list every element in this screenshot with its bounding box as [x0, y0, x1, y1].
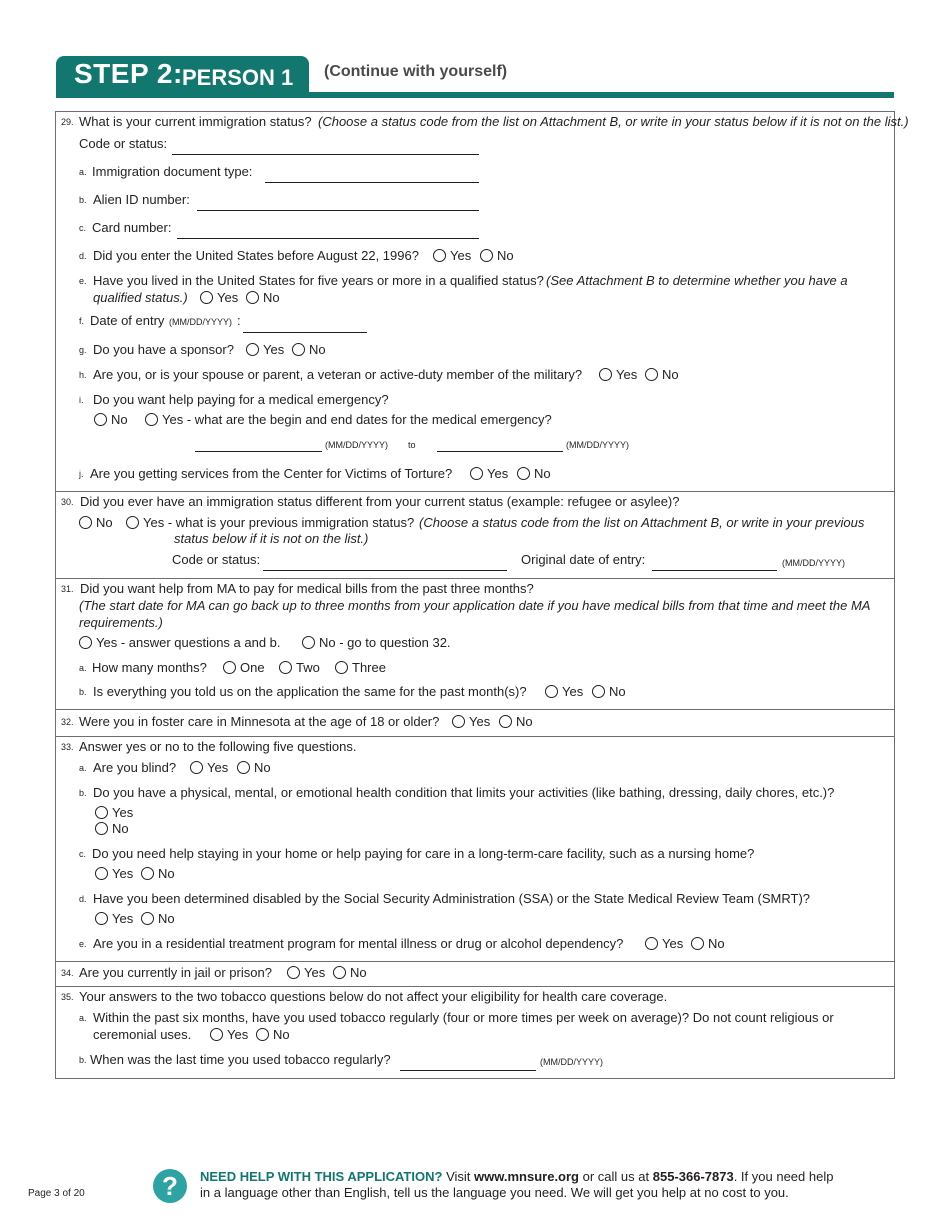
q33d-yes-label: Yes: [112, 911, 134, 926]
q34-no-radio[interactable]: [333, 966, 346, 979]
q31b-no-label: No: [609, 684, 626, 699]
q29h-yes-radio[interactable]: [599, 368, 612, 381]
q33d-letter: d.: [79, 894, 87, 904]
header-rule: [56, 92, 894, 98]
divider-33: [56, 736, 894, 737]
q33d-no-label: No: [158, 911, 175, 926]
divider-30: [56, 491, 894, 492]
q29-note: (Choose a status code from the list on Attachment B, or write in your status below if it is not on the list.): [318, 114, 909, 129]
q29g-no-label: No: [309, 342, 326, 357]
q35a-no-label: No: [273, 1027, 290, 1042]
q29g-letter: g.: [79, 345, 87, 355]
q35a-letter: a.: [79, 1013, 87, 1023]
q31-no-radio[interactable]: [302, 636, 315, 649]
q29i-no-label: No: [111, 412, 128, 427]
tobacco-date-input[interactable]: [400, 1070, 536, 1071]
q30-orig-label: Original date of entry:: [521, 552, 646, 567]
emergency-begin-format: (MM/DD/YYYY): [325, 440, 388, 450]
card-number-input[interactable]: [177, 238, 479, 239]
divider-35: [56, 986, 894, 987]
step-label: STEP 2:: [74, 58, 183, 89]
q31a-label: How many months?: [92, 660, 207, 675]
q33a-no-radio[interactable]: [237, 761, 250, 774]
q32-no-label: No: [516, 714, 533, 729]
q33a-no-label: No: [254, 760, 271, 775]
footer-rest: . If you need help: [733, 1169, 834, 1184]
q29i-label: Do you want help paying for a medical emergency?: [93, 392, 389, 407]
q29a-letter: a.: [79, 167, 87, 177]
q30-format: (MM/DD/YYYY): [782, 558, 845, 568]
q33b-letter: b.: [79, 788, 87, 798]
q29f-letter: f.: [79, 316, 85, 326]
q31a-one-label: One: [240, 660, 265, 675]
q33c-no-label: No: [158, 866, 175, 881]
q29d-letter: d.: [79, 251, 87, 261]
q34-text: Are you currently in jail or prison?: [79, 965, 272, 980]
q29d-yes-radio[interactable]: [433, 249, 446, 262]
q33e-yes-radio[interactable]: [645, 937, 658, 950]
q34-yes-label: Yes: [304, 965, 326, 980]
q31b-label: Is everything you told us on the application the same for the past month(s)?: [93, 684, 527, 699]
q31-number: 31.: [61, 584, 74, 594]
q29b-letter: b.: [79, 195, 87, 205]
step-tab: [56, 56, 309, 96]
q31a-two-radio[interactable]: [279, 661, 292, 674]
q29g-label: Do you have a sponsor?: [93, 342, 234, 357]
q30-orig-date-input[interactable]: [652, 570, 777, 571]
q31b-yes-label: Yes: [562, 684, 584, 699]
q35a-yes-radio[interactable]: [210, 1028, 223, 1041]
q29i-letter: i.: [79, 395, 84, 405]
emergency-begin-input[interactable]: [195, 451, 322, 452]
q33e-label: Are you in a residential treatment program for mental illness or drug or alcohol dependency?: [93, 936, 624, 951]
q29j-yes-radio[interactable]: [470, 467, 483, 480]
q29j-label: Are you getting services from the Center for Victims of Torture?: [90, 466, 453, 481]
q33b-no-radio[interactable]: [95, 822, 108, 835]
q33c-yes-label: Yes: [112, 866, 134, 881]
footer-need-help: NEED HELP WITH THIS APPLICATION?: [200, 1169, 443, 1184]
q29e-yes-radio[interactable]: [200, 291, 213, 304]
q35b-label: When was the last time you used tobacco regularly?: [90, 1052, 391, 1067]
q29e-letter: e.: [79, 276, 87, 286]
q34-yes-radio[interactable]: [287, 966, 300, 979]
q33a-yes-label: Yes: [207, 760, 229, 775]
q29d-yes-label: Yes: [450, 248, 472, 263]
q30-no-label: No: [96, 515, 113, 530]
q30-text: Did you ever have an immigration status different from your current status (example: refugee or asylee)?: [80, 494, 680, 509]
q34-number: 34.: [61, 968, 74, 978]
q29f-label: Date of entry: [90, 313, 165, 328]
q29e-label: Have you lived in the United States for five years or more in a qualified status?: [93, 273, 544, 288]
emergency-to: to: [408, 440, 416, 450]
q29c-label: Card number:: [92, 220, 172, 235]
q31-no-label: No - go to question 32.: [319, 635, 451, 650]
q29-code-input[interactable]: [172, 154, 479, 155]
q35b-format: (MM/DD/YYYY): [540, 1057, 603, 1067]
q29e-note-2: qualified status.): [93, 290, 188, 305]
q33c-yes-radio[interactable]: [95, 867, 108, 880]
q31b-yes-radio[interactable]: [545, 685, 558, 698]
q33d-no-radio[interactable]: [141, 912, 154, 925]
q33a-letter: a.: [79, 763, 87, 773]
q31a-three-label: Three: [352, 660, 386, 675]
q33d-label: Have you been determined disabled by the Social Security Administration (SSA) or the State Medical Review Team (SMRT)?: [93, 891, 811, 906]
q29h-label: Are you, or is your spouse or parent, a veteran or active-duty member of the military?: [93, 367, 583, 382]
q29d-no-radio[interactable]: [480, 249, 493, 262]
q32-number: 32.: [61, 717, 74, 727]
q33b-yes-label: Yes: [112, 805, 134, 820]
footer-visit: Visit: [446, 1169, 471, 1184]
divider-34: [56, 961, 894, 962]
q30-note-1: (Choose a status code from the list on Attachment B, or write in your previous: [419, 515, 865, 530]
q29-number: 29.: [61, 117, 74, 127]
alien-id-input[interactable]: [197, 210, 479, 211]
q32-no-radio[interactable]: [499, 715, 512, 728]
q29h-letter: h.: [79, 370, 87, 380]
q29h-no-label: No: [662, 367, 679, 382]
q30-number: 30.: [61, 497, 74, 507]
q31a-one-radio[interactable]: [223, 661, 236, 674]
q29d-label: Did you enter the United States before August 22, 1996?: [93, 248, 419, 263]
q29f-format: (MM/DD/YYYY): [169, 317, 232, 327]
q31b-letter: b.: [79, 687, 87, 697]
q29g-no-radio[interactable]: [292, 343, 305, 356]
q33c-label: Do you need help staying in your home or help paying for care in a long-term-care facility, such as a nursing home?: [92, 846, 755, 861]
q29-text: What is your current immigration status?: [79, 114, 312, 129]
header-subtitle: (Continue with yourself): [324, 63, 508, 80]
q33a-label: Are you blind?: [93, 760, 177, 775]
q31-yes-radio[interactable]: [79, 636, 92, 649]
doc-type-input[interactable]: [265, 182, 479, 183]
q33-text: Answer yes or no to the following five questions.: [79, 739, 357, 754]
q29i-no-radio[interactable]: [94, 413, 107, 426]
q29h-no-radio[interactable]: [645, 368, 658, 381]
q29g-yes-label: Yes: [263, 342, 285, 357]
entry-date-input[interactable]: [243, 332, 367, 333]
footer-help-line-1: [200, 1169, 833, 1185]
q29d-no-label: No: [497, 248, 514, 263]
q31-text: Did you want help from MA to pay for medical bills from the past three months?: [80, 581, 534, 596]
q31-note-2: requirements.): [79, 615, 163, 630]
person-label: PERSON 1: [182, 65, 294, 90]
divider-32: [56, 709, 894, 710]
q33d-yes-radio[interactable]: [95, 912, 108, 925]
q31a-three-radio[interactable]: [335, 661, 348, 674]
q29i-yes-radio[interactable]: [145, 413, 158, 426]
q33-number: 33.: [61, 742, 74, 752]
q33c-letter: c.: [79, 849, 87, 859]
footer-phone[interactable]: 855-366-7873: [652, 1169, 734, 1184]
divider-31: [56, 578, 894, 579]
q33e-no-label: No: [708, 936, 725, 951]
q33a-yes-radio[interactable]: [190, 761, 203, 774]
q30-yes-radio[interactable]: [126, 516, 139, 529]
q35a-label-1: Within the past six months, have you used tobacco regularly (four or more times per week on average)? Do not count religious or: [93, 1010, 834, 1025]
q35a-label-2: ceremonial uses.: [93, 1027, 192, 1042]
q29e-no-label: No: [263, 290, 280, 305]
q29b-label: Alien ID number:: [93, 192, 190, 207]
q29j-no-label: No: [534, 466, 551, 481]
q31a-letter: a.: [79, 663, 87, 673]
q29c-letter: c.: [79, 223, 87, 233]
emergency-end-input[interactable]: [437, 451, 563, 452]
footer-help-line-2: in a language other than English, tell us the language you need. We will get you help at no cost to you.: [200, 1185, 789, 1200]
emergency-end-format: (MM/DD/YYYY): [566, 440, 629, 450]
q31-note-1: (The start date for MA can go back up to three months from your application date if you have medical bills from that time and meet the MA: [79, 598, 871, 613]
q29-code-label: Code or status:: [79, 136, 168, 151]
help-question-icon: ?: [153, 1169, 187, 1203]
q30-no-radio[interactable]: [79, 516, 92, 529]
q29f-colon: :: [237, 313, 241, 328]
q30-code-label: Code or status:: [172, 552, 261, 567]
q29e-yes-label: Yes: [217, 290, 239, 305]
q31b-no-radio[interactable]: [592, 685, 605, 698]
q33e-yes-label: Yes: [662, 936, 684, 951]
q35-number: 35.: [61, 992, 74, 1002]
q30-yes-label: Yes - what is your previous immigration status?: [143, 515, 415, 530]
footer-site-link[interactable]: www.mnsure.org: [474, 1169, 579, 1184]
footer-call: or call us at: [582, 1169, 650, 1184]
q32-yes-radio[interactable]: [452, 715, 465, 728]
page-number: Page 3 of 20: [28, 1188, 85, 1199]
q34-no-label: No: [350, 965, 367, 980]
q33e-no-radio[interactable]: [691, 937, 704, 950]
q29h-yes-label: Yes: [616, 367, 638, 382]
q33b-no-label: No: [112, 821, 129, 836]
q33c-no-radio[interactable]: [141, 867, 154, 880]
q35a-no-radio[interactable]: [256, 1028, 269, 1041]
q29i-yes-label: Yes - what are the begin and end dates for the medical emergency?: [162, 412, 552, 427]
q29j-yes-label: Yes: [487, 466, 509, 481]
q33b-yes-radio[interactable]: [95, 806, 108, 819]
q35b-letter: b.: [79, 1055, 87, 1065]
q29j-no-radio[interactable]: [517, 467, 530, 480]
q35a-yes-label: Yes: [227, 1027, 249, 1042]
q30-note-2: status below if it is not on the list.): [174, 531, 369, 546]
q32-text: Were you in foster care in Minnesota at the age of 18 or older?: [79, 714, 440, 729]
q33e-letter: e.: [79, 939, 87, 949]
q29a-label: Immigration document type:: [92, 164, 253, 179]
q29e-note-1: (See Attachment B to determine whether you have a: [546, 273, 848, 288]
q30-code-input[interactable]: [263, 570, 507, 571]
q29j-letter: j.: [79, 469, 84, 479]
q29g-yes-radio[interactable]: [246, 343, 259, 356]
q31-yes-label: Yes - answer questions a and b.: [96, 635, 281, 650]
q35-text: Your answers to the two tobacco questions below do not affect your eligibility for health care coverage.: [79, 989, 668, 1004]
q31a-two-label: Two: [296, 660, 320, 675]
q33b-label: Do you have a physical, mental, or emotional health condition that limits your activities (like bathing, dressing, daily chores, etc.)?: [93, 785, 835, 800]
q29e-no-radio[interactable]: [246, 291, 259, 304]
q32-yes-label: Yes: [469, 714, 491, 729]
